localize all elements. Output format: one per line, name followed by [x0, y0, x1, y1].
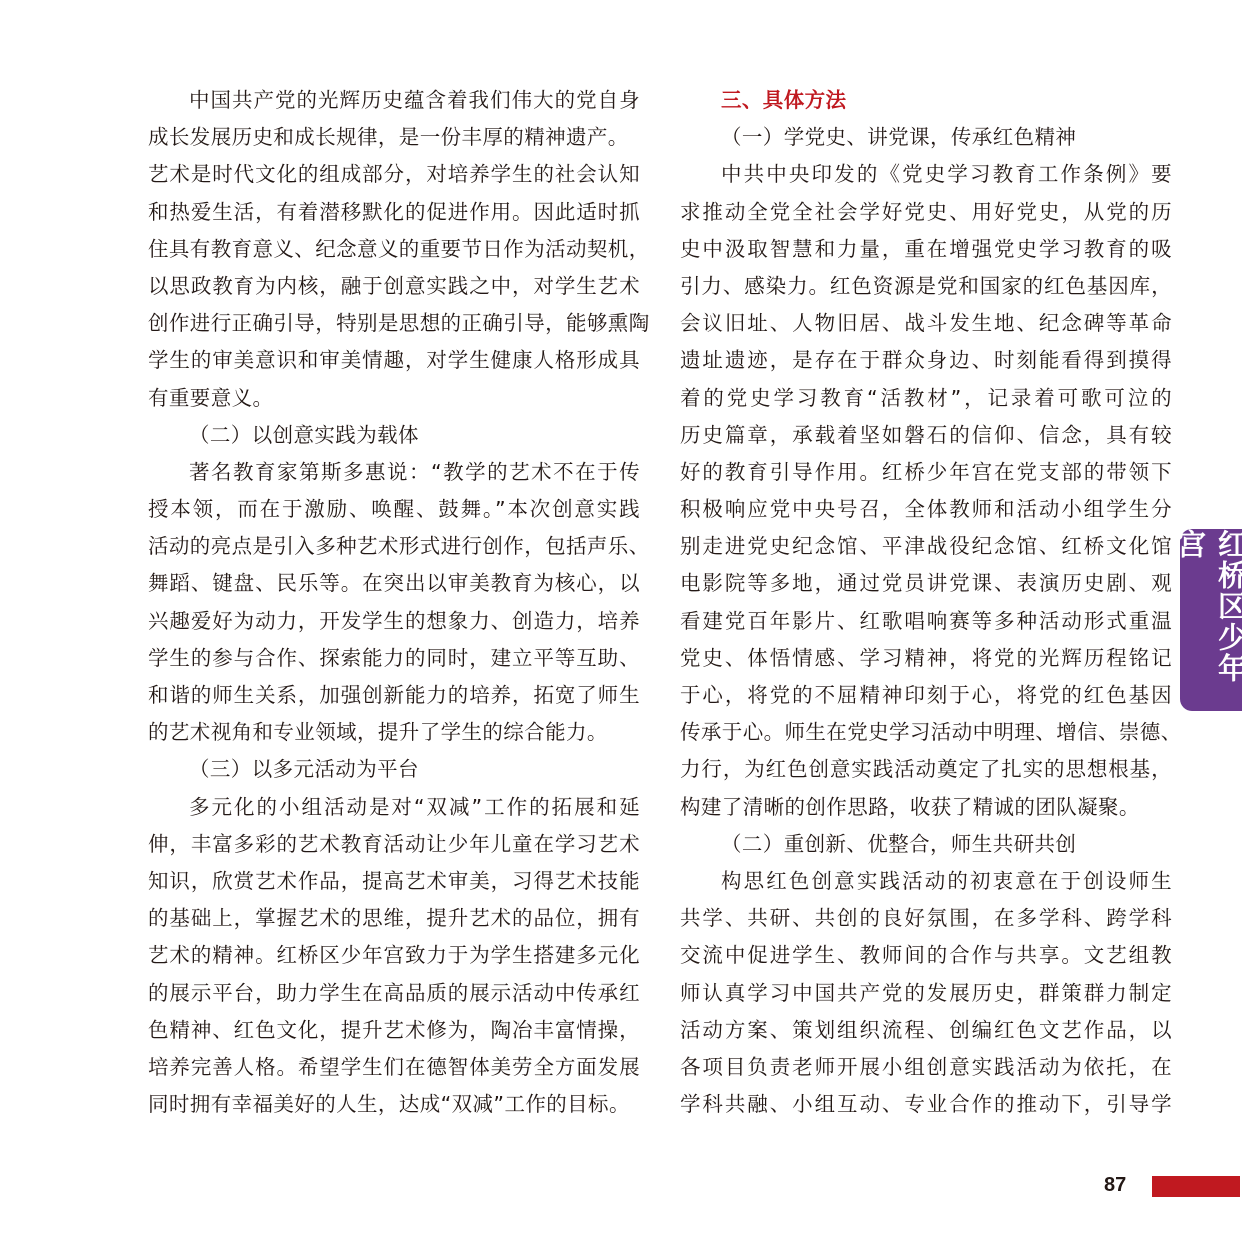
paragraph-first-line: 著名教育家第斯多惠说：“教学的艺术不在于传: [189, 459, 640, 484]
text-line: 求推动全党全社会学好党史、用好党史，从党的历: [680, 199, 1172, 224]
side-tab-label: 红桥区少年宫: [1173, 529, 1248, 684]
text-line: 和热爱生活，有着潜移默化的促进作用。因此适时抓: [148, 199, 640, 224]
text-line: 史中汲取智慧和力量，重在增强党史学习教育的吸: [680, 236, 1172, 261]
paragraph-first-line: 中国共产党的光辉历史蕴含着我们伟大的党自身: [189, 88, 640, 112]
text-line: 艺术是时代文化的组成部分，对培养学生的社会认知: [148, 162, 640, 187]
text-line: 学生的审美意识和审美情趣，对学生健康人格形成具: [148, 348, 640, 373]
subsection-heading: （三）以多元活动为平台: [189, 757, 419, 782]
text-line: 授本领，而在于激励、唤醒、鼓舞。”本次创意实践: [148, 497, 640, 522]
page-number-bar: [1152, 1176, 1240, 1197]
text-line: 各项目负责老师开展小组创意实践活动为依托，在: [680, 1054, 1172, 1079]
left-text-column: [148, 82, 650, 1123]
text-line: 学科共融、小组互动、专业合作的推动下，引导学: [680, 1092, 1172, 1117]
text-line: 舞蹈、键盘、民乐等。在突出以审美教育为核心，以: [148, 571, 640, 596]
text-line: 以思政教育为内核，融于创意实践之中，对学生艺术: [148, 273, 640, 298]
subsection-heading: （二）以创意实践为载体: [189, 422, 419, 447]
text-line: 党史、体悟情感、学习精神，将党的光辉历程铭记: [680, 645, 1172, 670]
text-line: 伸，丰富多彩的艺术教育活动让少年儿童在学习艺术: [148, 831, 640, 856]
text-line: 的展示平台，助力学生在高品质的展示活动中传承红: [148, 980, 640, 1005]
text-line: 积极响应党中央号召，全体教师和活动小组学生分: [680, 497, 1172, 522]
text-line: 构建了清晰的创作思路，收获了精诚的团队凝聚。: [680, 794, 1140, 819]
text-line: 引力、感染力。红色资源是党和国家的红色基因库，: [680, 273, 1172, 298]
text-line: 会议旧址、人物旧居、战斗发生地、纪念碑等革命: [680, 311, 1172, 336]
text-line: 艺术的精神。红桥区少年宫致力于为学生搭建多元化: [148, 943, 640, 968]
text-line: 知识，欣赏艺术作品，提高艺术审美，习得艺术技能: [148, 868, 640, 893]
subsection-heading: （一）学党史、讲党课，传承红色精神: [721, 125, 1077, 150]
text-line: 好的教育引导作用。红桥少年宫在党支部的带领下: [680, 459, 1172, 484]
text-line: 色精神、红色文化，提升艺术修为，陶冶丰富情操，: [148, 1017, 640, 1042]
text-line: 活动的亮点是引入多种艺术形式进行创作，包括声乐、: [148, 534, 650, 559]
text-line: 共学、共研、共创的良好氛围，在多学科、跨学科: [680, 906, 1172, 931]
text-line: 活动方案、策划组织流程、创编红色文艺作品，以: [680, 1017, 1172, 1042]
text-line: 别走进党史纪念馆、平津战役纪念馆、红桥文化馆: [680, 534, 1172, 559]
subsection-heading: （二）重创新、优整合，师生共研共创: [721, 831, 1077, 856]
page-number: 87: [1104, 1174, 1127, 1196]
text-line: 的艺术视角和专业领域，提升了学生的综合能力。: [148, 720, 608, 745]
text-line: 兴趣爱好为动力，开发学生的想象力、创造力，培养: [148, 608, 640, 633]
text-line: 着的党史学习教育“活教材”，记录着可歌可泣的: [680, 385, 1172, 410]
text-line: 电影院等多地，通过党员讲党课、表演历史剧、观: [680, 571, 1172, 596]
text-line: 的基础上，掌握艺术的思维，提升艺术的品位，拥有: [148, 906, 640, 931]
text-line: 成长发展历史和成长规律，是一份丰厚的精神遗产。: [148, 125, 629, 150]
text-line: 师认真学习中国共产党的发展历史，群策群力制定: [680, 980, 1172, 1005]
text-line: 看建党百年影片、红歌唱响赛等多种活动形式重温: [680, 608, 1172, 633]
text-line: 住具有教育意义、纪念意义的重要节日作为活动契机，: [148, 236, 650, 261]
paragraph-first-line: 中共中央印发的《党史学习教育工作条例》要: [721, 162, 1172, 187]
text-line: 交流中促进学生、教师间的合作与共享。文艺组教: [680, 943, 1172, 968]
text-line: 学生的参与合作、探索能力的同时，建立平等互助、: [148, 645, 640, 670]
text-line: 历史篇章，承载着坚如磐石的信仰、信念，具有较: [680, 422, 1172, 447]
section-heading: 三、具体方法: [721, 88, 847, 112]
text-line: 创作进行正确引导，特别是思想的正确引导，能够熏陶: [148, 311, 650, 336]
text-line: 力行，为红色创意实践活动奠定了扎实的思想根基，: [680, 757, 1172, 782]
text-line: 同时拥有幸福美好的人生，达成“双减”工作的目标。: [148, 1092, 630, 1117]
text-line: 和谐的师生关系，加强创新能力的培养，拓宽了师生: [148, 683, 640, 707]
text-line: 培养完善人格。希望学生们在德智体美劳全方面发展: [148, 1054, 640, 1079]
text-line: 于心，将党的不屈精神印刻于心，将党的红色基因: [680, 683, 1172, 707]
section-side-tab: [1173, 529, 1248, 711]
paragraph-first-line: 构思红色创意实践活动的初衷意在于创设师生: [721, 868, 1172, 893]
text-line: 传承于心。师生在党史学习活动中明理、增信、崇德、: [680, 720, 1182, 745]
text-line: 遗址遗迹，是存在于群众身边、时刻能看得到摸得: [680, 348, 1172, 373]
text-line: 有重要意义。: [148, 385, 274, 410]
paragraph-first-line: 多元化的小组活动是对“双减”工作的拓展和延: [189, 794, 640, 819]
right-text-column: [680, 82, 1182, 1123]
